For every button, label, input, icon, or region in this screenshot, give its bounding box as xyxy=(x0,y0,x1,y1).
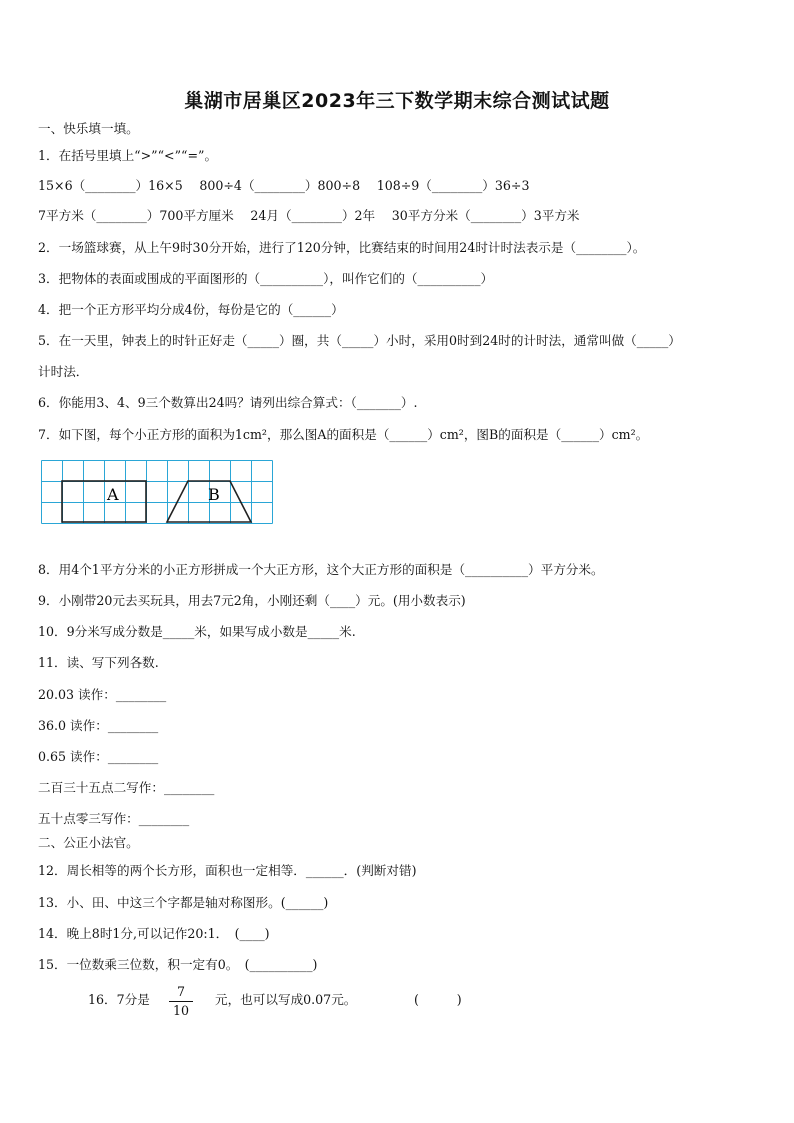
question-14: 14．晚上8时1分,可以记作20:1． (____) xyxy=(38,926,270,941)
label-a: A xyxy=(107,485,119,504)
question-11-b: 36.0 读作：________ xyxy=(38,718,159,733)
question-11-a: 20.03 读作：________ xyxy=(38,687,167,702)
question-5-cont: 计时法． xyxy=(38,364,89,379)
question-13: 13．小、田、中这三个字都是轴对称图形。(______) xyxy=(38,895,329,910)
question-10: 10．9分米写成分数是_____米，如果写成小数是_____米. xyxy=(38,624,356,639)
question-16-prefix: 16．7分是 xyxy=(88,992,150,1007)
question-16-blank: ( ) xyxy=(414,992,462,1007)
grid-figure-svg xyxy=(41,460,273,524)
fraction-seven-tenths xyxy=(169,985,193,1018)
question-8: 8．用4个1平方分米的小正方形拼成一个大正方形，这个大正方形的面积是（__________）平方分米。 xyxy=(38,562,604,577)
question-5: 5．在一天里，钟表上的时针正好走（_____）圈，共（_____）小时，采用0时到24时的计时法，通常叫做（_____） xyxy=(38,333,681,348)
question-1: 1．在括号里填上“>”“<”“=”。 xyxy=(38,148,218,163)
fraction-denominator: 10 xyxy=(172,1003,190,1018)
grid-figure xyxy=(41,460,273,528)
question-15: 15．一位数乘三位数，积一定有0。 (__________) xyxy=(38,957,318,972)
page-title: 巢湖市居巢区2023年三下数学期末综合测试试题 xyxy=(184,90,610,112)
question-11-d: 二百三十五点二写作：________ xyxy=(38,780,215,795)
question-11-e: 五十点零三写作：________ xyxy=(38,811,190,826)
question-11-c: 0.65 读作：________ xyxy=(38,749,159,764)
label-b: B xyxy=(208,485,220,504)
grid-lines xyxy=(42,461,273,524)
section-2-heading: 二、公正小法官。 xyxy=(38,835,139,850)
section-1-heading: 一、快乐填一填。 xyxy=(38,121,139,136)
question-6: 6．你能用3、4、9三个数算出24吗？请列出综合算式：（_______）. xyxy=(38,395,418,410)
question-9: 9．小刚带20元去买玩具，用去7元2角，小刚还剩（____）元。(用小数表示) xyxy=(38,593,466,608)
question-4: 4．把一个正方形平均分成4份，每份是它的（______） xyxy=(38,302,344,317)
question-2: 2．一场篮球赛，从上午9时30分开始，进行了120分钟，比赛结束的时间用24时计时法表示是（________）。 xyxy=(38,240,646,255)
fraction-bar xyxy=(169,1001,193,1002)
question-16-suffix: 元，也可以写成0.07元。 xyxy=(215,992,357,1007)
fraction-numerator: 7 xyxy=(176,984,185,999)
question-1-row-1: 15×6（________）16×5 800÷4（________）800÷8 108÷9（________）36÷3 xyxy=(38,178,530,193)
question-3: 3．把物体的表面或围成的平面图形的（__________），叫作它们的（__________） xyxy=(38,271,494,286)
question-11: 11．读、写下列各数. xyxy=(38,655,159,670)
question-1-row-2: 7平方米（________）700平方厘米 24月（________）2年 30平方分米（________）3平方米 xyxy=(38,208,580,223)
question-7: 7．如下图，每个小正方形的面积为1cm²，那么图A的面积是（______）cm²，图B的面积是（______）cm²。 xyxy=(38,427,649,442)
question-12: 12．周长相等的两个长方形，面积也一定相等．______．(判断对错) xyxy=(38,863,417,878)
